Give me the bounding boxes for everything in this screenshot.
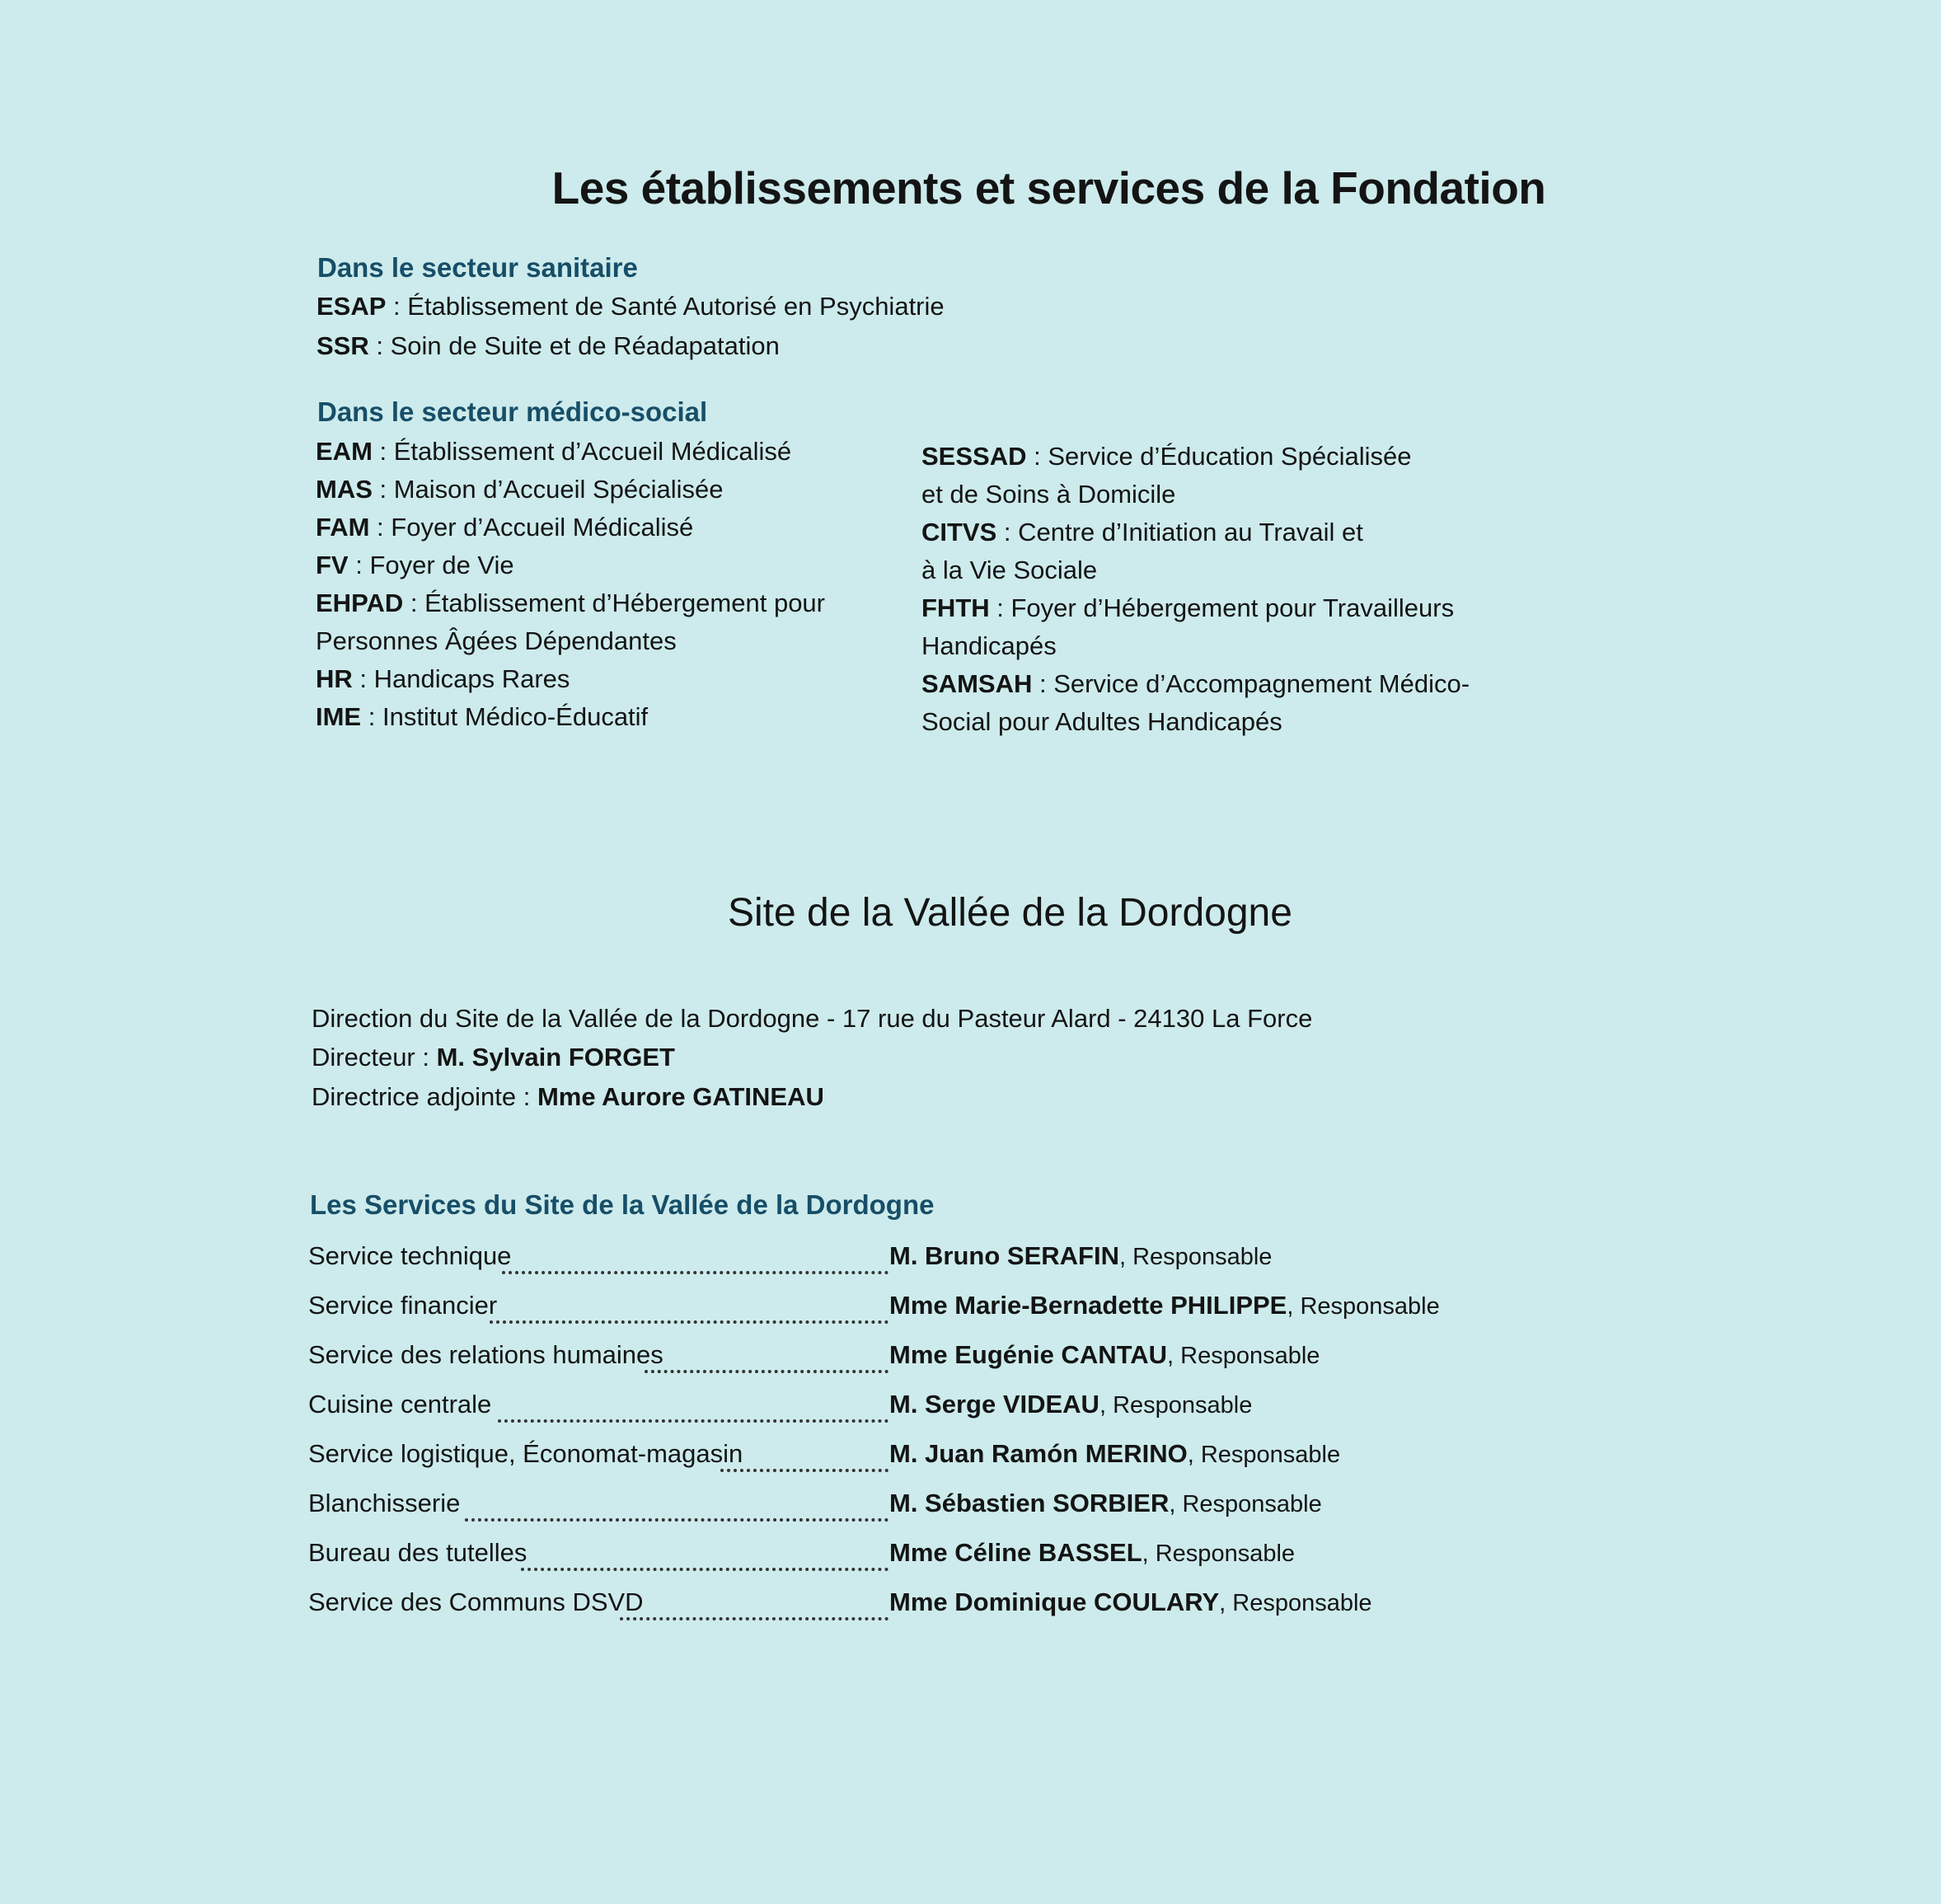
medico-social-item: SAMSAH : Service d’Accompagnement Médico- [921,669,1470,698]
site-address: Direction du Site de la Vallée de la Dordogne - 17 rue du Pasteur Alard - 24130 La Force [312,1004,1313,1033]
medico-social-item-continuation: à la Vie Sociale [921,556,1098,584]
service-row [308,1291,1440,1327]
sanitaire-item: SSR : Soin de Suite et de Réadapatation [316,331,780,360]
service-responsible: Mme Céline BASSEL, Responsable [889,1538,1296,1567]
service-row [308,1241,1429,1278]
medico-social-item-continuation: Social pour Adultes Handicapés [921,707,1282,736]
medico-social-item-continuation: Handicapés [921,631,1057,660]
service-name: Service logistique, Économat-magasin [308,1439,743,1468]
section-heading-medico-social: Dans le secteur médico-social [317,396,708,427]
service-name: Cuisine centrale [308,1390,492,1419]
page-title: Les établissements et services de la Fondation [551,162,1546,213]
service-responsible: M. Sébastien SORBIER, Responsable [889,1489,1322,1517]
service-responsible: M. Serge VIDEAU, Responsable [889,1390,1253,1419]
service-responsible: Mme Dominique COULARY, Responsable [889,1587,1372,1616]
medico-social-item: FV : Foyer de Vie [316,551,514,579]
site-director: Directeur : M. Sylvain FORGET [312,1043,675,1072]
service-name: Bureau des tutelles [308,1538,527,1567]
dot-leader [521,1538,888,1571]
service-responsible: M. Juan Ramón MERINO, Responsable [889,1439,1341,1468]
service-row [308,1340,1429,1376]
dot-leader [620,1587,888,1620]
service-responsible: Mme Marie-Bernadette PHILIPPE, Responsable [889,1291,1440,1320]
dot-leader [720,1439,888,1472]
service-name: Blanchisserie [308,1489,461,1517]
section-heading-sanitaire: Dans le secteur sanitaire [317,252,638,283]
dot-leader [490,1291,888,1324]
medico-social-item: FHTH : Foyer d’Hébergement pour Travailleurs [921,593,1455,622]
service-name: Service des relations humaines [308,1340,663,1369]
sanitaire-item: ESAP : Établissement de Santé Autorisé en Psychiatrie [316,292,945,321]
medico-social-item-continuation: Personnes Âgées Dépendantes [316,626,677,655]
service-name: Service financier [308,1291,498,1320]
service-responsible: Mme Eugénie CANTAU, Responsable [889,1340,1320,1369]
site-deputy-director: Directrice adjointe : Mme Aurore GATINEAU [312,1082,824,1111]
medico-social-item: EAM : Établissement d’Accueil Médicalisé [316,437,792,466]
section-heading-services: Les Services du Site de la Vallée de la Dordogne [310,1189,935,1220]
dot-leader [502,1241,888,1274]
dot-leader [645,1340,888,1373]
service-row [308,1489,1429,1525]
medico-social-item-continuation: et de Soins à Domicile [921,480,1176,509]
medico-social-item: EHPAD : Établissement d’Hébergement pour [316,589,825,617]
medico-social-item: CITVS : Centre d’Initiation au Travail et [921,518,1363,546]
service-name: Service technique [308,1241,512,1270]
service-row [308,1390,1429,1426]
medico-social-item: FAM : Foyer d’Accueil Médicalisé [316,513,694,542]
dot-leader [465,1489,888,1522]
medico-social-item: HR : Handicaps Rares [316,664,570,693]
service-responsible: M. Bruno SERAFIN, Responsable [889,1241,1273,1270]
medico-social-item: MAS : Maison d’Accueil Spécialisée [316,475,724,504]
service-row [308,1439,1429,1475]
service-row [308,1538,1429,1574]
medico-social-item: SESSAD : Service d’Éducation Spécialisée [921,442,1412,471]
dot-leader [498,1390,888,1423]
service-name: Service des Communs DSVD [308,1587,644,1616]
site-title: Site de la Vallée de la Dordogne [728,891,1292,935]
medico-social-item: IME : Institut Médico-Éducatif [316,702,649,731]
service-row [308,1587,1429,1624]
